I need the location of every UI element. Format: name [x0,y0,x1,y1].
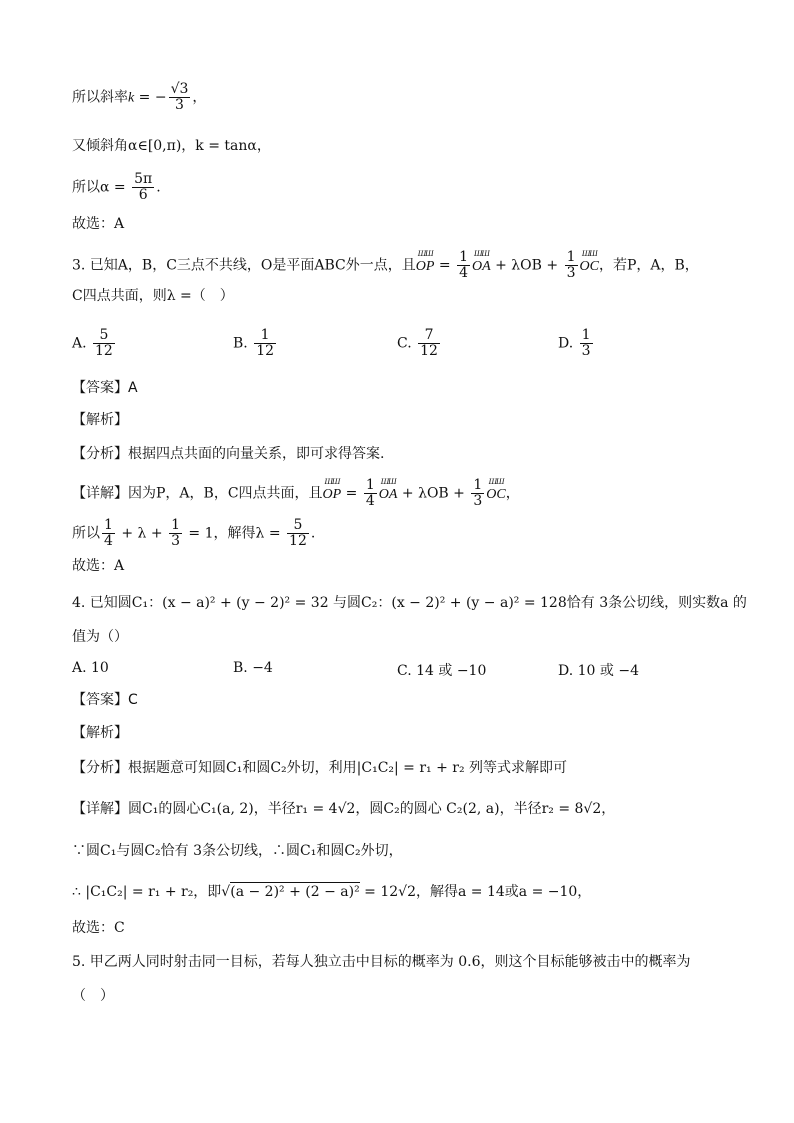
q4-choice: 故选：C [72,920,125,936]
q3-stem-line1: 3. 已知A，B，C三点不共线，O是平面ABC外一点，且 ШШ OP = $\frac{1}{4}$ ШШ OA + λOB + $\frac{1}{3}$ ШШ OC，若P，A，B， [72,248,699,281]
q3-stem-line2: C四点共面，则λ =（ ） [72,288,234,304]
angle-result-line: 所以α = $\frac{5\pi}{6}$ . [72,171,161,203]
q4-option-c: C. 14 或 −10 [397,663,487,679]
q3-option-c: C. $\frac{7}{12}$ [397,327,438,359]
q4-detail: 【详解】圆C₁的圆心C₁(a, 2)，半径r₁ = 4√2，圆C₂的圆心 C₂(2, a)，半径r₂ = 8√2， [72,801,616,817]
q4-option-d: D. 10 或 −4 [558,663,639,679]
q3-choice: 故选：A [72,558,125,574]
q4-analysis-heading: 【解析】 [72,725,128,741]
angle-range-line: 又倾斜角α∈[0,π)，k = tanα， [72,138,271,154]
q5-stem-line2: （ ） [72,988,114,1004]
q3-option-a: A. $\frac{5}{12}$ [72,327,113,359]
q3-option-b: B. $\frac{1}{12}$ [233,327,275,359]
q4-option-a: A. 10 [72,660,109,676]
q3-detail: 【详解】因为P，A，B，C四点共面，且 ШШ OP = $\frac{1}{4}$ ШШ OA + λOB + $\frac{1}{3}$ ШШ OC， [72,476,520,509]
q4-answer: 【答案】C [72,692,138,708]
q3-option-d: D. $\frac{1}{3}$ [558,327,591,359]
q3-answer: 【答案】A [72,380,138,396]
q3-analysis-heading: 【解析】 [72,412,128,428]
fraction: $\frac{5\pi}{6}$ [134,171,153,203]
fraction: $\frac{√3}{3}$ [170,81,189,113]
q4-stem-line1: 4. 已知圆C₁：(x − a)² + (y − 2)² = 32 与圆C₂：(x − 2)² + (y − a)² = 128恰有 3条公切线，则实数a 的 [72,595,747,611]
slope-line: 所以斜率k = − $\frac{√3}{3}$ ， [72,81,207,113]
q4-therefore: ∴ |C₁C₂| = r₁ + r₂，即√(a − 2)² + (2 − a)² = 12√2，解得a = 14或a = −10， [72,884,592,900]
q4-stem-line2: 值为（） [72,629,128,645]
q4-option-b: B. −4 [233,660,273,676]
q3-solve: 所以 $\frac{1}{4}$ + λ + $\frac{1}{3}$ = 1，解得λ = $\frac{5}{12}$ . [72,517,316,549]
choice-line: 故选：A [72,216,125,232]
q4-analysis: 【分析】根据题意可知圆C₁和圆C₂外切，利用|C₁C₂| = r₁ + r₂ 列等式求解即可 [72,760,568,776]
q4-because: ∵圆C₁与圆C₂恰有 3条公切线，∴圆C₁和圆C₂外切， [72,843,403,859]
q3-analysis: 【分析】根据四点共面的向量关系，即可求得答案. [72,446,385,462]
q5-stem-line1: 5. 甲乙两人同时射击同一目标，若每人独立击中目标的概率为 0.6，则这个目标能够被击中的概率为 [72,954,691,970]
